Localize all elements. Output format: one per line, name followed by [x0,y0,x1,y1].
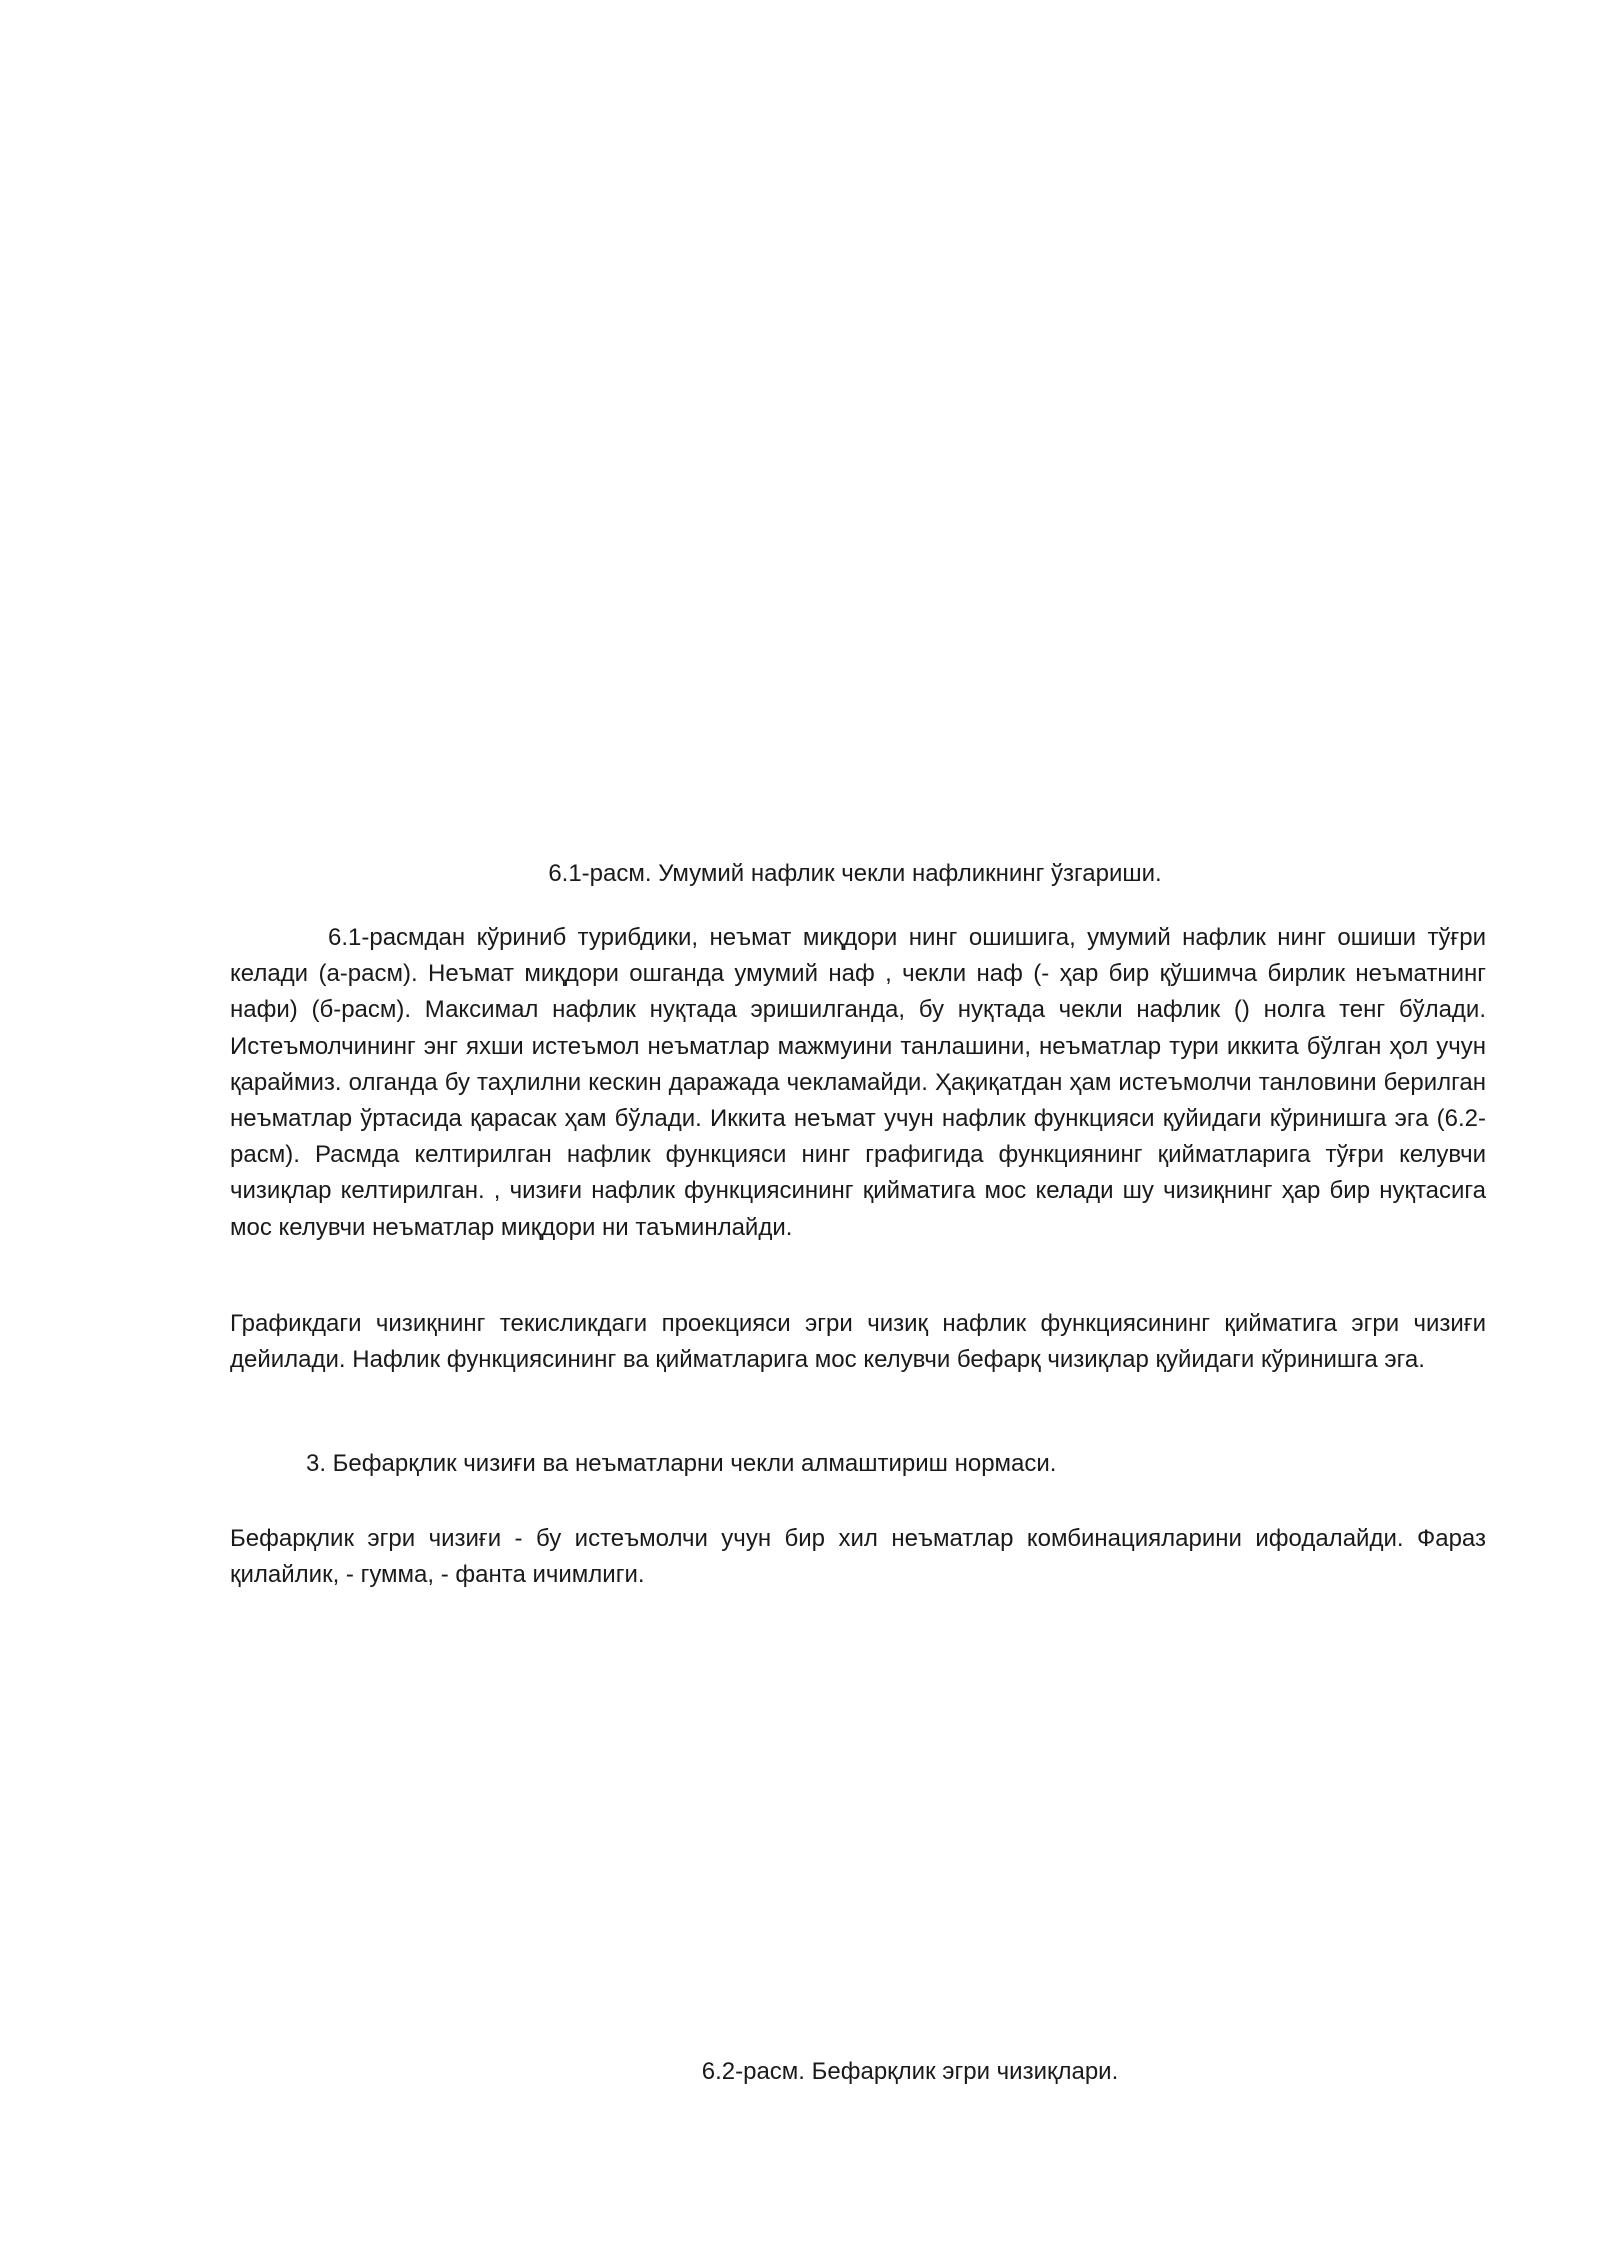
body-paragraph-2: Графикдаги чизиқнинг текисликдаги проекцияси эгри чизиқ нафлик функциясининг қийматига эгри чизиғи дейилади. Нафлик функциясининг ва қийматларига мос келувчи бефарқ чизиқлар қуйидаги кўринишга эга. [230,1310,1486,1374]
body-paragraph-3: Бефарқлик эгри чизиғи - бу истеъмолчи учун бир хил неъматлар комбинацияларини ифодалайди. Фараз қилайлик, - гумма, - фанта ичимлиги. [230,1525,1486,1589]
figure-6-1-caption: 6.1-расм. Умумий нафлик чекли нафликнинг ўзгариши. [548,860,1162,887]
figure-6-2-caption: 6.2-расм. Бефарқлик эгри чизиқлари. [701,2058,1119,2085]
section-heading: 3. Бефарқлик чизиғи ва неъматларни чекли алмаштириш нормаси. [306,1450,1057,1477]
body-paragraph-1: 6.1-расмдан кўриниб турибдики, неъмат миқдори нинг ошишига, умумий нафлик нинг ошиши тўғри келади (а-расм). Неъмат миқдори ошганда умумий наф , чекли наф (- ҳар бир қўшимча бирлик неъматнинг нафи) (б-расм). Максимал нафлик нуқтада эришилганда, бу нуқтада чекли нафлик () нолга тенг бўлади. Истеъмолчининг энг яхши истеъмол неъматлар мажмуини танлашини, неъматлар тури иккита бўлган ҳол учун қараймиз. олганда бу таҳлилни кескин даражада чекламайди. Ҳақиқатдан ҳам истеъмолчи танловини берилган неъматлар ўртасида қарасак ҳам бўлади. Иккита неъмат учун нафлик функцияси қуйидаги кўринишга эга (6.2-расм). Расмда келтирилган нафлик функцияси нинг графигида функциянинг қийматларига тўғри келувчи чизиқлар келтирилган. , чизиғи нафлик функциясининг қийматига мос келади шу чизиқнинг ҳар бир нуқтасига мос келувчи неъматлар миқдори ни таъминлайди. [230,924,1486,1241]
